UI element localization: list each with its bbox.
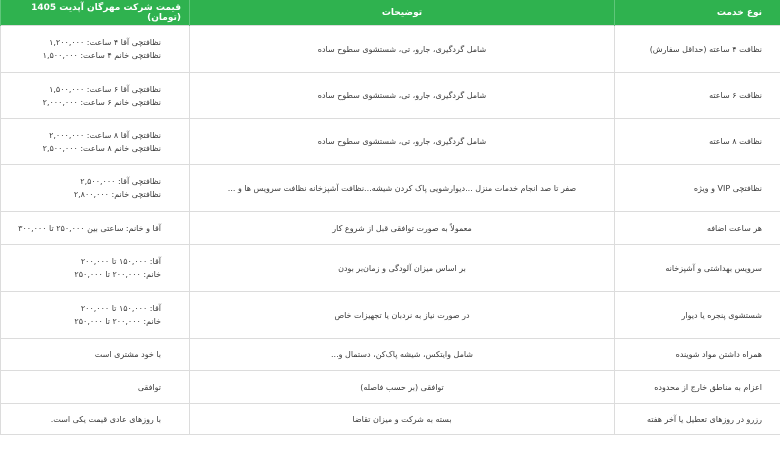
- table-row: [1, 73, 780, 119]
- cell-service: نظافت ۶ ساعته: [615, 73, 780, 119]
- header-price: قیمت شرکت مهرگان آپدیت 1405 (تومان): [1, 0, 190, 26]
- cell-service: رزرو در روزهای تعطیل یا آخر هفته: [615, 404, 780, 435]
- cell-price: [1, 404, 190, 435]
- price-line: نظافتچی آقا ۸ ساعت: ۲,۰۰۰,۰۰۰: [49, 130, 161, 140]
- cell-service: شستشوی پنجره یا دیوار: [615, 292, 780, 339]
- cell-price: [1, 339, 190, 371]
- cell-price: [1, 245, 190, 292]
- header-service: نوع خدمت: [615, 0, 780, 26]
- price-line: خانم: ۲۰۰,۰۰۰ تا ۲۵۰,۰۰۰: [74, 270, 161, 279]
- price-line: نظافتچی آقا: ۲,۵۰۰,۰۰۰: [80, 177, 161, 186]
- price-line: نظافتچی خانم: ۲,۸۰۰,۰۰۰: [73, 190, 161, 199]
- price-line: با خود مشتری است: [94, 350, 161, 359]
- table-row: [1, 404, 780, 435]
- price-line: آقا: ۱۵۰,۰۰۰ تا ۲۰۰,۰۰۰: [80, 304, 161, 313]
- table-row: [1, 119, 780, 165]
- price-line: نظافتچی خانم ۴ ساعت: ۱,۵۰۰,۰۰۰: [42, 51, 161, 60]
- cell-description: معمولاً به صورت توافقی قبل از شروع کار: [190, 212, 615, 245]
- cell-description: بر اساس میزان آلودگی و زمان‌بر بودن: [190, 245, 615, 292]
- price-line: نظافتچی آقا ۴ ساعت: ۱,۲۰۰,۰۰۰: [49, 38, 161, 47]
- cell-price: [1, 26, 190, 73]
- price-line: خانم: ۲۰۰,۰۰۰ تا ۲۵۰,۰۰۰: [74, 317, 161, 326]
- cell-service: نظافت ۸ ساعته: [615, 119, 780, 165]
- price-line: با روزهای عادی قیمت یکی است.: [50, 414, 161, 424]
- cell-service: سرویس بهداشتی و آشپزخانه: [615, 245, 780, 292]
- cell-description: صفر تا صد انجام خدمات منزل ...دیوارشویی پاک کردن شیشه...نظافت آشپزخانه نظافت سرویس ها و ...: [190, 165, 615, 212]
- cell-description: شامل وایتکس، شیشه پاک‌کن، دستمال و...: [190, 339, 615, 371]
- cell-description: توافقی (بر حسب فاصله): [190, 371, 615, 404]
- price-line: توافقی: [137, 382, 161, 392]
- table-row: [1, 292, 780, 339]
- header-description: توضیحات: [190, 0, 615, 26]
- table-row: [1, 212, 780, 245]
- table-row: [1, 339, 780, 371]
- cell-price: [1, 371, 190, 404]
- cell-price: [1, 73, 190, 119]
- price-line: نظافتچی آقا ۶ ساعت: ۱,۵۰۰,۰۰۰: [49, 84, 161, 94]
- cell-description: بسته به شرکت و میزان تقاضا: [190, 404, 615, 435]
- table-row: [1, 245, 780, 292]
- cell-service: همراه داشتن مواد شوینده: [615, 339, 780, 371]
- cell-price: [1, 292, 190, 339]
- price-line: آقا: ۱۵۰,۰۰۰ تا ۲۰۰,۰۰۰: [80, 257, 161, 266]
- table-header-row: [1, 0, 780, 26]
- cell-service: اعزام به مناطق خارج از محدوده: [615, 371, 780, 404]
- cell-price: [1, 119, 190, 165]
- table-row: [1, 371, 780, 404]
- cell-description: شامل گردگیری، جارو، تی، شستشوی سطوح ساده: [190, 119, 615, 165]
- price-line: نظافتچی خانم ۸ ساعت: ۲,۵۰۰,۰۰۰: [42, 143, 161, 153]
- cell-service: هر ساعت اضافه: [615, 212, 780, 245]
- cell-price: [1, 212, 190, 245]
- cell-description: در صورت نیاز به نردبان یا تجهیزات خاص: [190, 292, 615, 339]
- cell-service: نظافتچی VIP و ویژه: [615, 165, 780, 212]
- price-line: نظافتچی خانم ۶ ساعت: ۲,۰۰۰,۰۰۰: [42, 97, 161, 107]
- cell-service: نظافت ۴ ساعته (حداقل سفارش): [615, 26, 780, 73]
- cell-description: شامل گردگیری، جارو، تی، شستشوی سطوح ساده: [190, 73, 615, 119]
- price-line: آقا و خانم: ساعتی بین ۲۵۰,۰۰۰ تا ۳۰۰,۰۰۰: [18, 223, 161, 233]
- table-row: [1, 26, 780, 73]
- table-row: [1, 165, 780, 212]
- cell-description: شامل گردگیری، جارو، تی، شستشوی سطوح ساده: [190, 26, 615, 73]
- cell-price: [1, 165, 190, 212]
